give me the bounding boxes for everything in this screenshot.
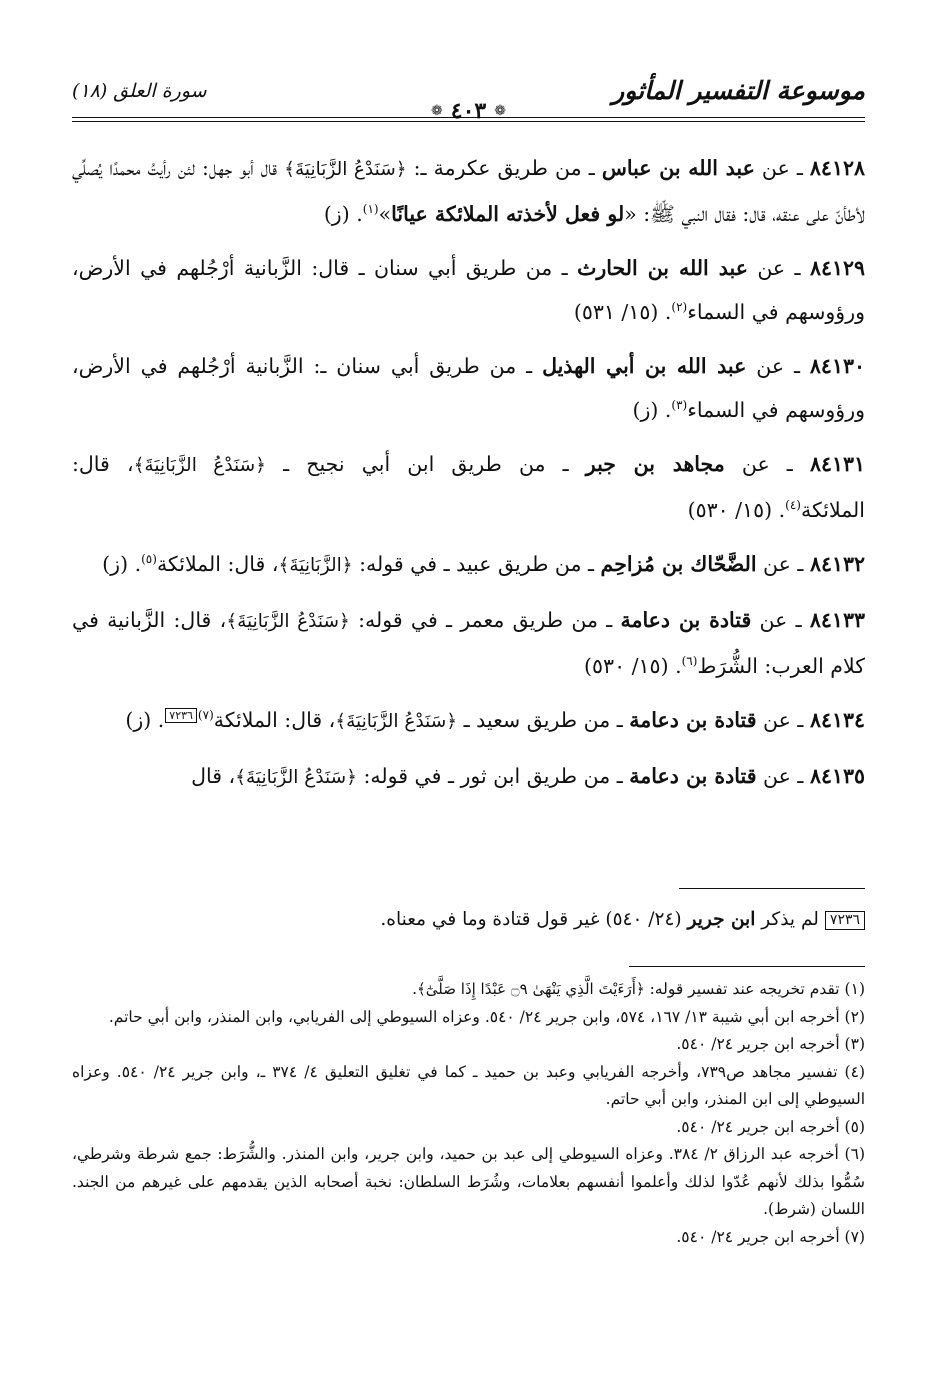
hadith-text: لو فعل لأخذته الملائكة عيانًا: [391, 202, 625, 226]
footnote-1: [72, 976, 865, 1004]
entry-text: »: [378, 202, 392, 226]
entry-84128: [72, 146, 865, 236]
source-ref: . (ز): [632, 398, 672, 422]
commentary-ref-box[interactable]: ٧٢٣٦: [165, 708, 197, 723]
commentary-divider: [679, 888, 865, 889]
entry-84133: [72, 598, 865, 688]
source-ref: . (ز): [102, 552, 142, 576]
entry-text: ، قال: [191, 764, 236, 788]
note-author: ابن جرير: [687, 909, 756, 930]
footnote-3: (٣) أخرجه ابن جرير ٢٤/ ٥٤٠.: [676, 1035, 865, 1053]
page-number: ٤٠٣: [450, 98, 487, 124]
ornament-icon: ❁: [494, 103, 506, 119]
entry-text: ـ عن: [746, 354, 810, 378]
footnote-ref[interactable]: (٤): [785, 498, 801, 513]
entry-text: قال أبو جهل: لئن رأيتُ محمدًا يُصلِّي لأطأنّ على عنقه، قال: فقال النبي ﷺ: «: [72, 156, 865, 226]
entry-text: ـ من طريق معمر ـ في قوله:: [349, 608, 621, 632]
entry-number: ٨٤١٣٤: [809, 708, 865, 732]
narrator-name: مجاهد بن جبر: [585, 452, 725, 476]
entry-text: ـ من طريق عكرمة ـ:: [406, 156, 602, 180]
quran-quote: ﴿الزَّبَانِيَةَ﴾: [278, 555, 353, 576]
footnote-ref[interactable]: (٢): [671, 300, 688, 315]
entry-text: ـ من طريق ابن أبي نجيح ـ: [266, 452, 586, 476]
source-ref: . (ز): [125, 708, 165, 732]
entry-text: ، قال: الملائكة: [213, 708, 336, 732]
main-text: [72, 146, 865, 810]
narrator-name: عبد الله بن أبي الهذيل: [542, 354, 747, 378]
surah-name: سورة العلق (١٨): [72, 80, 207, 102]
entry-number: ٨٤١٣١: [809, 452, 865, 476]
entry-text: ـ عن: [724, 452, 810, 476]
quran-quote: ﴿سَنَدْعُ الزَّبَانِيَةَ﴾: [284, 159, 407, 180]
entry-text: ـ من طريق أبي سنان ـ قال: الزَّبانية أرْجُلهم في الأرض، ورؤوسهم في السماء: [72, 256, 865, 324]
entry-text: ، قال: الملائكة: [156, 552, 279, 576]
note-text: لم يذكر: [755, 909, 819, 930]
source-ref: . (١٥/ ٥٣١): [573, 300, 672, 324]
footnote-6: (٦) أخرجه عبد الرزاق ٢/ ٣٨٤. وعزاه السيوطي إلى عبد بن حميد، وابن جرير، وابن المنذر. والشُّرَط: جمع شرطة وشرطي، سُمُّوا بذلك لأنهم عُدّوا لذلك وأعلموا أنفسهم بعلامات، وشُرَط السلطان: نخبة أصحابه الذين يقدمهم على غيرهم من الجند. اللسان (شرط).: [72, 1145, 865, 1218]
book-title: موسوعة التفسير المأثور: [612, 76, 865, 105]
entry-number: ٨٤١٢٨: [809, 156, 865, 180]
ornament-icon: ❁: [431, 103, 443, 119]
entry-number: ٨٤١٣٠: [809, 354, 865, 378]
entry-84132: [72, 542, 865, 588]
entry-text: ـ عن: [756, 708, 810, 732]
entry-text: ، قال: الملائكة: [72, 452, 865, 522]
footnote-divider: [629, 966, 865, 967]
entry-number: ٨٤١٢٩: [809, 256, 865, 280]
entry-84131: [72, 442, 865, 532]
footnote-2: (٢) أخرجه ابن أبي شيبة ١٣/ ١٦٧، ٥٧٤، وابن جرير ٢٤/ ٥٤٠. وعزاه السيوطي إلى الفريابي، وابن المنذر، وابن أبي حاتم.: [108, 1007, 865, 1026]
narrator-name: عبد الله بن عباس: [601, 156, 755, 180]
source-ref: . (ز): [323, 202, 363, 226]
entry-number: ٨٤١٣٢: [809, 552, 865, 576]
entry-text: ـ عن: [751, 608, 810, 632]
source-ref: . (١٥/ ٥٣٠): [584, 654, 682, 678]
source-ref: . (١٥/ ٥٣٠): [687, 498, 786, 522]
entry-84135: [72, 754, 865, 800]
entry-84129: [72, 246, 865, 334]
narrator-name: قتادة بن دعامة: [629, 764, 757, 788]
footnotes: [72, 976, 865, 1251]
entry-text: ـ عن: [756, 552, 810, 576]
note-text: (٢٤/ ٥٤٠) غير قول قتادة وما في معناه.: [380, 909, 688, 930]
quran-quote: ﴿سَنَدْعُ الزَّبَانِيَةَ﴾: [335, 711, 458, 732]
quran-quote: ﴿أَرَءَيْتَ الَّذِي يَنْهَىٰ ۝٩ عَبْدًا إِذَا صَلَّىٰٓ﴾: [417, 980, 645, 998]
entry-number: ٨٤١٣٥: [809, 764, 865, 788]
entry-84134: [72, 698, 865, 744]
footnote-ref[interactable]: (٥): [141, 552, 157, 567]
narrator-name: قتادة بن دعامة: [629, 708, 757, 732]
footnote-4: (٤) تفسير مجاهد ص٧٣٩، وأخرجه الفريابي وعبد بن حميد ـ كما في تغليق التعليق ٤/ ٣٧٤ ـ، وابن جرير ٢٤/ ٥٤٠. وعزاه السيوطي إلى ابن المنذر، وابن أبي حاتم.: [72, 1062, 865, 1108]
header-divider: [72, 117, 865, 118]
footnote-7: (٧) أخرجه ابن جرير ٢٤/ ٥٤٠.: [676, 1227, 865, 1246]
entry-text: ـ من طريق عبيد ـ في قوله:: [352, 552, 601, 576]
narrator-name: عبد الله بن الحارث: [577, 256, 748, 280]
entry-number: ٨٤١٣٣: [809, 608, 865, 632]
footnote-ref[interactable]: (١): [362, 202, 379, 217]
quran-quote: ﴿سَنَدْعُ الزَّبَانِيَةَ﴾: [133, 455, 266, 476]
footnote-5: (٥) أخرجه ابن جرير ٢٤/ ٥٤٠.: [676, 1117, 865, 1136]
commentary-note: [72, 900, 865, 940]
footnote-ref[interactable]: (٦): [681, 654, 698, 669]
entry-text: ـ عن: [754, 156, 810, 180]
narrator-name: قتادة بن دعامة: [620, 608, 752, 632]
entry-text: ـ من طريق سعيد ـ: [457, 708, 630, 732]
commentary-number-box: ٧٢٣٦: [825, 911, 865, 930]
entry-text: ـ من طريق أبي سنان ـ: الزَّبانية أرْجُلهم في الأرض، ورؤوسهم في السماء: [72, 354, 865, 422]
entry-text: ، قال: الزَّبانية في كلام العرب: الشُّرَط: [72, 608, 865, 678]
entry-text: ـ عن: [747, 256, 810, 280]
footnote-text: .: [412, 980, 418, 998]
entry-text: ـ من طريق ابن ثور ـ في قوله:: [356, 764, 630, 788]
footnote-ref[interactable]: (٣): [671, 398, 688, 413]
footnote-ref[interactable]: (٧): [197, 708, 214, 723]
page-header: [72, 70, 865, 122]
quran-quote: ﴿سَنَدْعُ الزَّبَانِيَةَ﴾: [235, 767, 357, 788]
entry-text: ـ عن: [756, 764, 810, 788]
quran-quote: ﴿سَنَدْعُ الزَّبَانِيَةَ﴾: [226, 611, 350, 632]
narrator-name: الضَّحّاك بن مُزاحِم: [600, 552, 757, 576]
header-divider: [72, 121, 865, 122]
entry-84130: [72, 344, 865, 432]
footnote-text: (١) تقدم تخريجه عند تفسير قوله:: [644, 980, 865, 998]
